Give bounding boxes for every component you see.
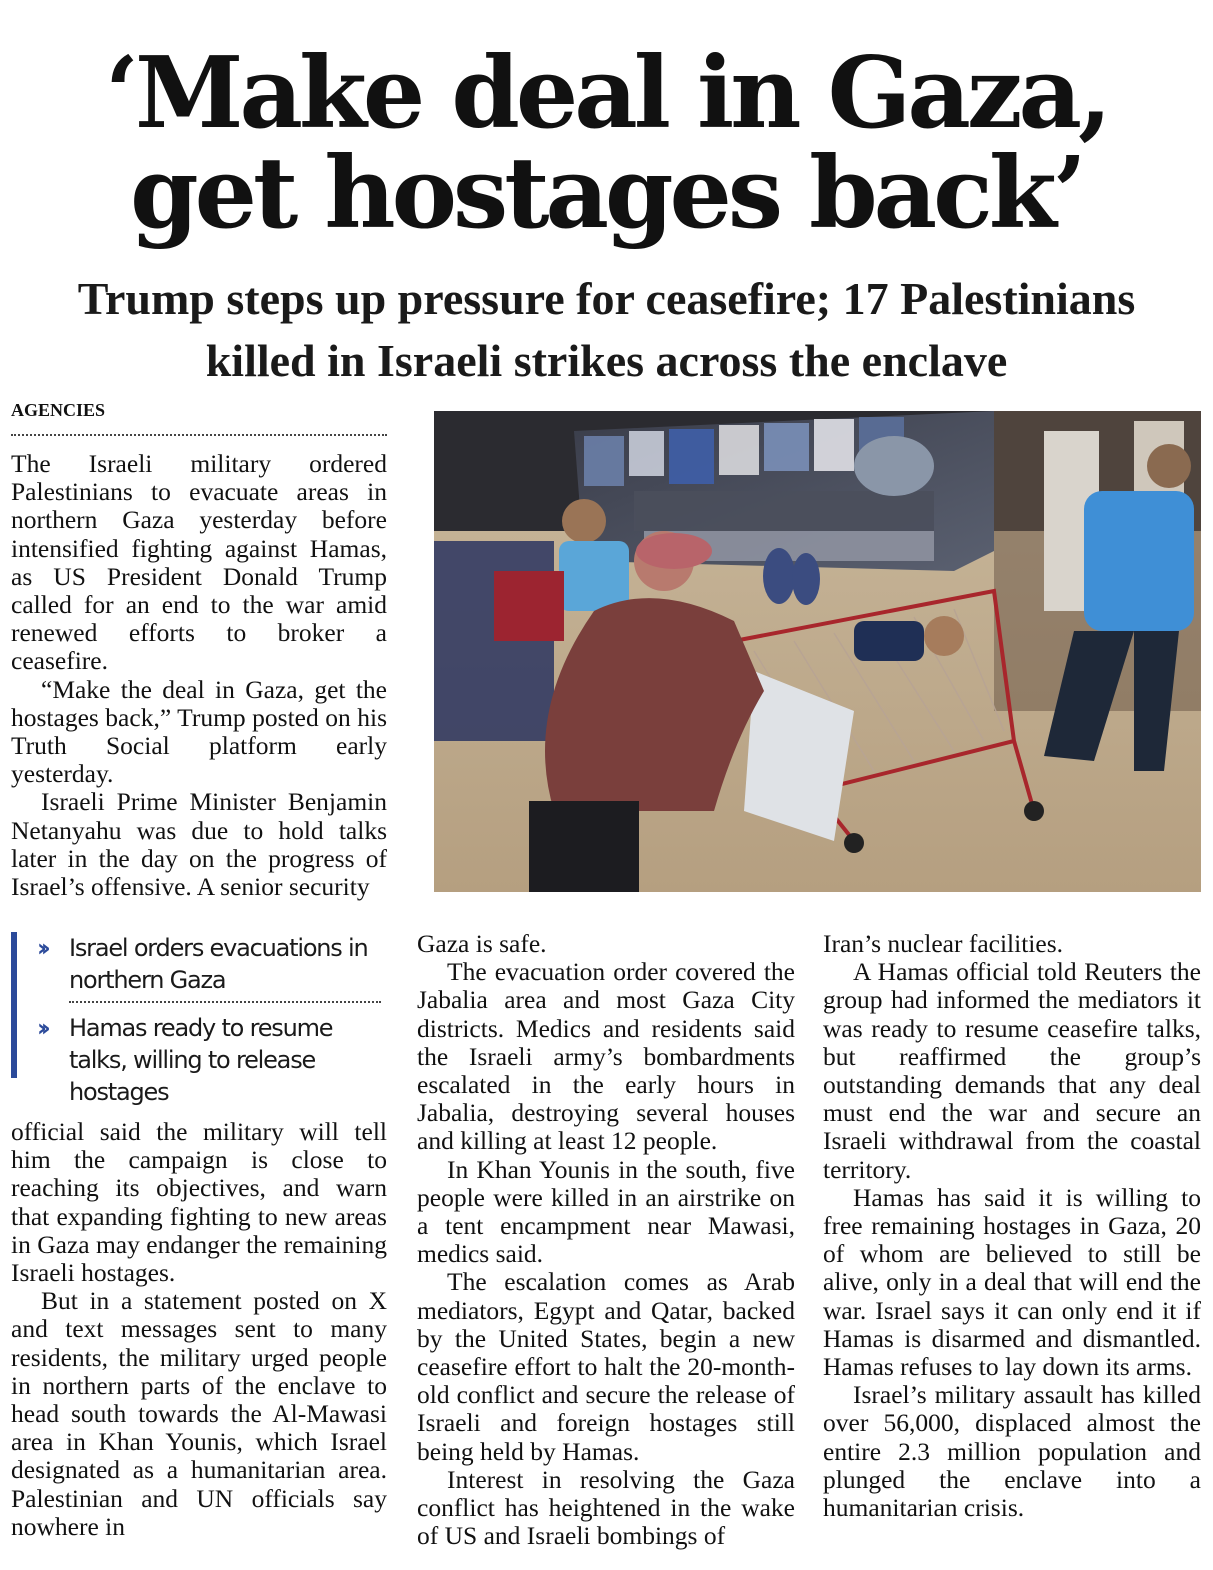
double-chevron-right-icon: ››	[37, 1014, 45, 1042]
paragraph: The escalation comes as Arab mediators, Egypt and Qatar, backed by the United States, begin a new ceasefire effort to halt the 20-month-old conflict and secure the release of Israeli and foreign hostages still being held by Hamas.	[417, 1267, 795, 1466]
byline-divider	[11, 434, 387, 436]
highlight-text: Israel orders evacuations in northern Gaza	[69, 934, 368, 994]
headline-line-1: ‘Make deal in Gaza,	[104, 36, 1109, 151]
highlights-box	[11, 932, 373, 1106]
subheadline-line-2: killed in Israeli strikes across the enclave	[205, 335, 1008, 386]
paragraph: The Israeli military ordered Palestinians to evacuate areas in northern Gaza yesterday before intensified fighting against Hamas, as US President Donald Trump called for an end to the war amid renewed efforts to broker a ceasefire.	[11, 449, 387, 676]
byline: AGENCIES	[11, 400, 106, 420]
subheadline-line-1: Trump steps up pressure for ceasefire; 17 Palestinians	[77, 273, 1136, 324]
paragraph: Hamas has said it is willing to free remaining hostages in Gaza, 20 of whom are believed to still be alive, only in a deal that will end the war. Israel says it can only end it if Hamas is disarmed and dismantled. Hamas refuses to lay down its arms.	[823, 1182, 1201, 1382]
paragraph: In Khan Younis in the south, five people were killed in an airstrike on a tent encampment near Mawasi, medics said.	[417, 1154, 795, 1269]
headline	[0, 36, 1213, 251]
paragraph: A Hamas official told Reuters the group had informed the mediators it was ready to resume ceasefire talks, but reaffirmed the group’s outstanding demands that any deal must end the war and secure an Israeli withdrawal from the coastal territory.	[823, 957, 1201, 1184]
article-column-1-bottom	[11, 1118, 387, 1541]
article-column-1-top	[11, 450, 387, 901]
photo-illustration	[434, 411, 1201, 892]
paragraph: Israeli Prime Minister Benjamin Netanyahu was due to hold talks later in the day on the progress of Israel’s offensive. A senior security	[11, 787, 387, 902]
news-photo-market-shopping-cart	[434, 411, 1201, 892]
double-chevron-right-icon: ››	[37, 934, 45, 962]
headline-line-2: get hostages back’	[130, 136, 1083, 251]
paragraph: Israel’s military assault has killed over 56,000, displaced almost the entire 2.3 million population and plunged the enclave into a humanitarian crisis.	[823, 1380, 1201, 1523]
highlight-item	[37, 1012, 377, 1108]
paragraph: “Make the deal in Gaza, get the hostages back,” Trump posted on his Truth Social platform early yesterday.	[11, 674, 387, 789]
paragraph: The evacuation order covered the Jabalia area and most Gaza City districts. Medics and residents said the Israeli army’s bombardments escalated in the early hours in Jabalia, destroying several houses and killing at least 12 people.	[417, 957, 795, 1156]
highlight-text: Hamas ready to resume talks, willing to release hostages	[69, 1014, 333, 1106]
paragraph: official said the military will tell him the campaign is close to reaching its objectives, and warn that expanding fighting to new areas in Gaza may endanger the remaining Israeli hostages.	[11, 1117, 387, 1288]
paragraph: Gaza is safe.	[417, 929, 547, 958]
article-column-3	[823, 930, 1201, 1522]
paragraph: Interest in resolving the Gaza conflict has heightened in the wake of US and Israeli bombings of	[417, 1464, 795, 1551]
paragraph: But in a statement posted on X and text messages sent to many residents, the military urged people in northern parts of the enclave to head south towards the Al-Mawasi area in Khan Younis, which Israel designated as a humanitarian area. Palestinian and UN officials say nowhere in	[11, 1286, 387, 1541]
subheadline	[0, 268, 1213, 392]
highlight-divider	[69, 1001, 381, 1003]
paragraph: Iran’s nuclear facilities.	[823, 929, 1064, 958]
article-column-2	[417, 930, 795, 1550]
highlight-item	[37, 932, 377, 996]
